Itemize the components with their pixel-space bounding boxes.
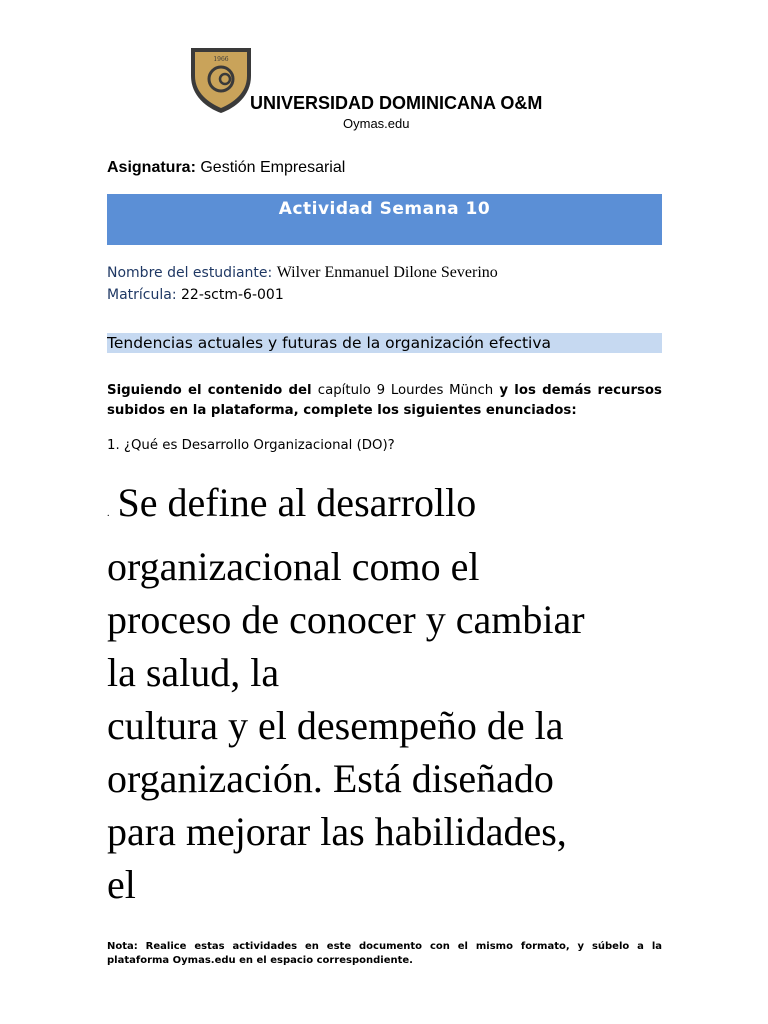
university-website: Oymas.edu [343, 116, 410, 131]
answer-text [107, 476, 667, 911]
answer-marker: . [107, 508, 110, 519]
student-id-label: Matrícula: [107, 287, 177, 303]
answer-line: . Se define al desarrollo [107, 480, 477, 525]
student-id-value: 22-sctm-6-001 [181, 287, 284, 303]
subject-line [107, 159, 345, 177]
answer-line: la salud, la [107, 650, 280, 695]
answer-line: organizacional como el [107, 544, 480, 589]
student-name-label: Nombre del estudiante: [107, 265, 273, 281]
activity-banner [107, 194, 662, 245]
university-crest-icon [189, 46, 253, 114]
instructions-chapter-ref: capítulo 9 Lourdes Münch [317, 383, 494, 398]
instructions-paragraph [107, 381, 662, 421]
instructions-part-1: Siguiendo el contenido del [107, 383, 312, 398]
student-id-line [107, 287, 284, 303]
instructions-part-3: y los demás recursos subidos en la plataforma, complete los siguientes enunciados: [107, 383, 662, 418]
subject-value: Gestión Empresarial [200, 159, 346, 176]
footer-note: Nota: Realice estas actividades en este documento con el mismo formato, y súbelo a la plataforma Oymas.edu en el espacio correspondiente. [107, 941, 662, 966]
question-1: 1. ¿Qué es Desarrollo Organizacional (DO)? [107, 438, 395, 453]
activity-title: Actividad Semana 10 [278, 199, 491, 219]
crest-year: 1966 [213, 56, 229, 63]
subject-label: Asignatura: [107, 159, 196, 176]
answer-line: proceso de conocer y cambiar [107, 597, 585, 642]
answer-line: cultura y el desempeño de la [107, 703, 564, 748]
student-name-value: Wilver Enmanuel Dilone Severino [276, 264, 498, 281]
answer-line: organización. Está diseñado [107, 756, 554, 801]
topic-heading: Tendencias actuales y futuras de la organización efectiva [107, 333, 662, 353]
answer-line: para mejorar las habilidades, [107, 809, 567, 854]
answer-line: el [107, 862, 136, 907]
student-name-line [107, 264, 498, 282]
university-name: UNIVERSIDAD DOMINICANA O&M [250, 93, 543, 113]
